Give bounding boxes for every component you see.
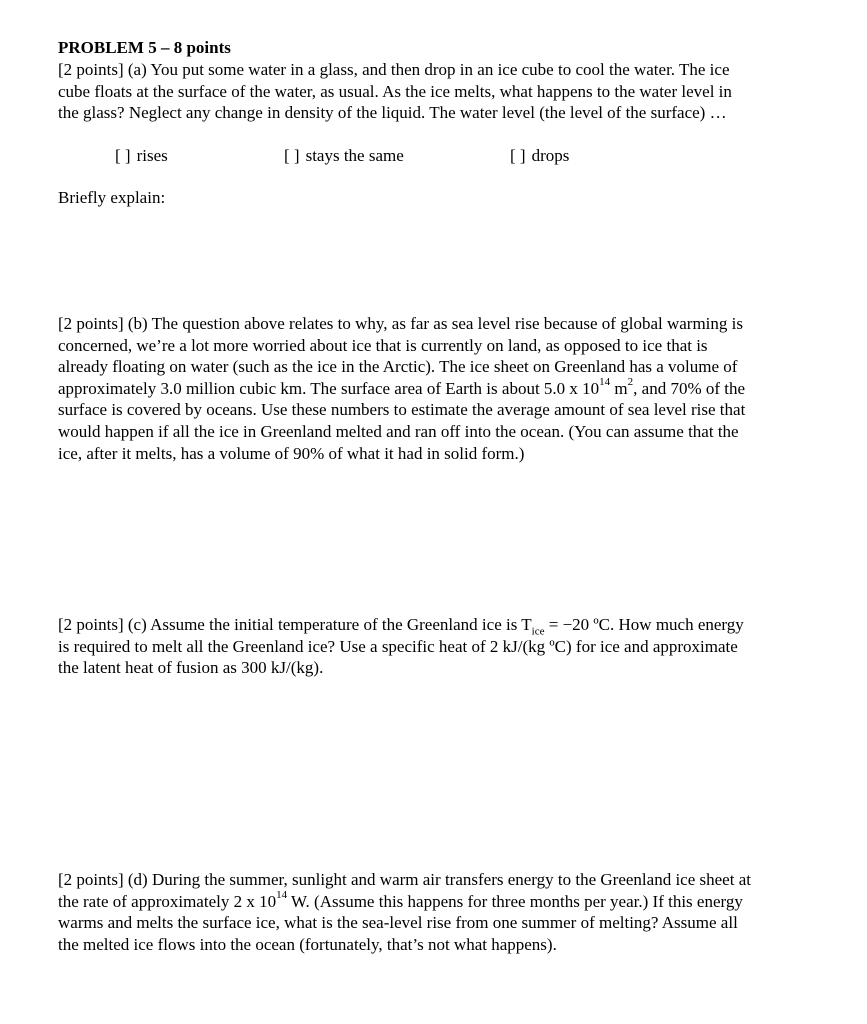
part-b-exponent-2: 2 xyxy=(627,376,634,389)
part-d-question xyxy=(58,869,751,955)
part-b-line-3: already floating on water (such as the ice in the Arctic). The ice sheet on Greenland has a volume of xyxy=(58,357,738,377)
explain-prompt: Briefly explain: xyxy=(58,188,166,207)
part-c-question xyxy=(58,614,744,679)
option-rises-checkbox[interactable]: [ ] xyxy=(115,146,131,165)
part-c-line-1-post: = −20 ºC. How much energy xyxy=(544,615,744,634)
part-b-exponent-14: 14 xyxy=(599,376,611,389)
option-rises[interactable] xyxy=(115,145,168,167)
part-b-line-1: [2 points] (b) The question above relates to why, as far as sea level rise because of global warming is xyxy=(58,314,743,333)
part-c-line-1 xyxy=(58,614,744,636)
part-b-line-4-pre: approximately 3.0 million cubic km. The surface area of Earth is about 5.0 x 10 xyxy=(58,378,600,398)
option-rises-label: rises xyxy=(136,146,168,165)
part-b-line-2: concerned, we’re a lot more worried about ice that is currently on land, as opposed to ice that is xyxy=(58,335,708,355)
part-b-line-4-mid: m xyxy=(610,378,628,398)
part-b-line-4-post: , and 70% of the xyxy=(633,378,746,398)
problem-title: PROBLEM 5 – 8 points xyxy=(58,38,231,57)
option-stays-the-same-checkbox[interactable]: [ ] xyxy=(284,146,300,165)
option-stays-the-same-label: stays the same xyxy=(305,146,404,165)
part-a-options xyxy=(0,145,867,167)
part-d-line-2 xyxy=(58,888,751,913)
option-drops[interactable] xyxy=(510,145,569,167)
part-c-line-3: the latent heat of fusion as 300 kJ/(kg). xyxy=(58,658,324,678)
part-c-subscript-ice: ice xyxy=(531,625,545,638)
part-d-line-3: warms and melts the surface ice, what is the sea-level rise from one summer of melting? Assume all xyxy=(58,913,738,933)
part-c-line-2: is required to melt all the Greenland ice? Use a specific heat of 2 kJ/(kg ºC) for ice and approximate xyxy=(58,636,738,656)
part-a-line-2: cube floats at the surface of the water, as usual. As the ice melts, what happens to the water level in xyxy=(58,81,732,101)
part-a-line-3: the glass? Neglect any change in density of the liquid. The water level (the level of the surface) … xyxy=(58,103,727,123)
part-b-line-6: would happen if all the ice in Greenland melted and ran off into the ocean. (You can assume that the xyxy=(58,421,739,441)
part-d-line-4: the melted ice flows into the ocean (fortunately, that’s not what happens). xyxy=(58,934,557,954)
part-d-exponent-14: 14 xyxy=(276,888,288,901)
part-b-line-5: surface is covered by oceans. Use these numbers to estimate the average amount of sea level rise that xyxy=(58,400,746,420)
part-a-line-1: [2 points] (a) You put some water in a glass, and then drop in an ice cube to cool the water. The ice xyxy=(58,60,730,79)
part-c-line-1-pre: [2 points] (c) Assume the initial temperature of the Greenland ice is T xyxy=(58,615,532,634)
part-d-line-1: [2 points] (d) During the summer, sunlight and warm air transfers energy to the Greenland ice sheet at xyxy=(58,870,751,889)
option-stays-the-same[interactable] xyxy=(284,145,404,167)
option-drops-label: drops xyxy=(531,146,570,165)
option-drops-checkbox[interactable]: [ ] xyxy=(510,146,526,165)
part-b-question xyxy=(58,313,745,464)
part-d-line-2-post: W. (Assume this happens for three months per year.) If this energy xyxy=(287,891,743,911)
part-b-line-7: ice, after it melts, has a volume of 90% of what it had in solid form.) xyxy=(58,443,525,463)
part-d-line-2-pre: the rate of approximately 2 x 10 xyxy=(58,891,277,911)
part-b-line-4 xyxy=(58,378,745,400)
part-a-question xyxy=(58,59,732,124)
